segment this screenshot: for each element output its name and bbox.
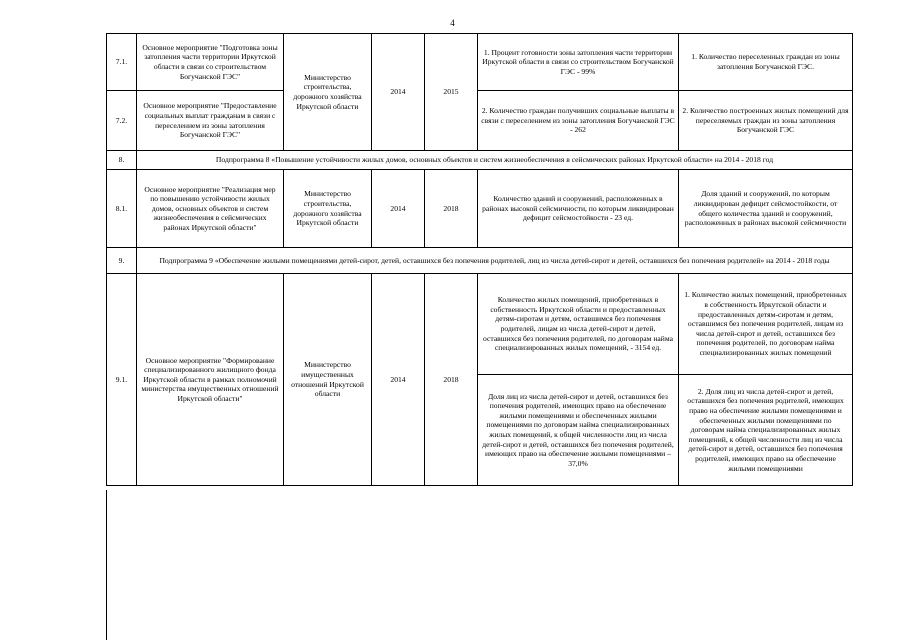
executor-cell: Министерство строительства, дорожного хозяйства Иркутской области (284, 170, 372, 248)
table-row-9-1-a (107, 274, 853, 375)
indicator-cell: 2. Количество построенных жилых помещений для переселяемых граждан из зоны затопления Богучанской ГЭС (679, 91, 853, 151)
result-cell: Количество жилых помещений, приобретенных в собственность Иркутской области и предоставленных детям-сиротам и детям, оставшимся без попечения родителей, лицам из числа детей-сирот и детей, оставшихся без попечения родителей, по договорам найма специализированных жилых помещений, - 3154 ед. (478, 274, 679, 375)
result-cell: Количество зданий и сооружений, расположенных в районах высокой сейсмичности, по которым ликвидирован дефицит сейсмостойкости - 23 ед. (478, 170, 679, 248)
result-cell: 2. Количество граждан получивших социальные выплаты в связи с переселением из зоны затопления Богучанской ГЭС - 262 (478, 91, 679, 151)
result-cell: Доля лиц из числа детей-сирот и детей, оставшихся без попечения родителей, имеющих право на обеспечение жилыми помещениями и обеспеченных жилыми помещениями по договорам найма специализированных жилых помещений, к общей численности лиц из числа детей-сирот и детей, оставшихся без попечения родителей, имеющих право на обеспечение жилыми помещениями – 37,0% (478, 375, 679, 486)
indicator-cell: 1. Количество жилых помещений, приобретенных в собственность Иркутской области и предоставленных детям-сиротам и детям, оставшимся без попечения родителей, лицам из числа детей-сирот и детей, оставшихся без попечения родителей, по договорам найма специализированных жилых помещений (679, 274, 853, 375)
row-number: 9.1. (107, 274, 137, 486)
table-row-7-2 (107, 91, 853, 151)
row-number: 7.1. (107, 34, 137, 91)
event-cell: Основное мероприятие "Реализация мер по повышению устойчивости жилых домов, основных объектов и систем жизнеобеспечения в сейсмических районах Иркутской области" (137, 170, 284, 248)
indicator-cell: Доля зданий и сооружений, по которым ликвидирован дефицит сейсмостойкости, от общего количества зданий и сооружений, расположенных в районах высокой сейсмичности (679, 170, 853, 248)
executor-cell: Министерство имущественных отношений Иркутской области (284, 274, 372, 486)
start-year-cell: 2014 (372, 34, 425, 151)
table-row-7-1 (107, 34, 853, 91)
row-number: 8. (107, 151, 137, 170)
executor-cell: Министерство строительства, дорожного хозяйства Иркутской области (284, 34, 372, 151)
start-year-cell: 2014 (372, 170, 425, 248)
subprogram-title: Подпрограмма 8 «Повышение устойчивости жилых домов, основных объектов и систем жизнеобеспечения в сейсмических районах Иркутской области» на 2014 - 2018 год (137, 151, 853, 170)
page-number: 4 (450, 18, 455, 28)
subprogram-title: Подпрограмма 9 «Обеспечение жилыми помещениями детей-сирот, детей, оставшихся без попечения родителей, лиц из числа детей-сирот и детей, оставшихся без попечения родителей» на 2014 - 2018 годы (137, 248, 853, 274)
event-cell: Основное мероприятие "Подготовка зоны затопления части территории Иркутской области в связи со строительством Богучанской ГЭС" (137, 34, 284, 91)
event-cell: Основное мероприятие "Формирование специализированного жилищного фонда Иркутской области в рамках полномочий министерства имущественных отношений Иркутской области" (137, 274, 284, 486)
indicator-cell: 1. Количество переселенных граждан из зоны затопления Богучанской ГЭС. (679, 34, 853, 91)
table-row-8 (107, 151, 853, 170)
row-number: 7.2. (107, 91, 137, 151)
end-year-cell: 2018 (425, 274, 478, 486)
end-year-cell: 2015 (425, 34, 478, 151)
start-year-cell: 2014 (372, 274, 425, 486)
row-number: 8.1. (107, 170, 137, 248)
row-number: 9. (107, 248, 137, 274)
end-year-cell: 2018 (425, 170, 478, 248)
event-cell: Основное мероприятие "Предоставление социальных выплат гражданам в связи с переселением из зоны затопления Богучанской ГЭС" (137, 91, 284, 151)
result-cell: 1. Процент готовности зоны затопления части территории Иркутской области в связи со строительством Богучанской ГЭС - 99% (478, 34, 679, 91)
indicator-cell: 2. Доля лиц из числа детей-сирот и детей, оставшихся без попечения родителей, имеющих право на обеспечение жилыми помещениями и обеспеченных жилыми помещениями по договорам найма специализированных жилых помещений, к общей численности лиц из числа детей-сирот и детей, оставшихся без попечения родителей, имеющих право на обеспечение жилыми помещениями (679, 375, 853, 486)
left-margin-rule (106, 490, 107, 640)
program-table (106, 33, 853, 486)
table-row-9 (107, 248, 853, 274)
table-row-8-1 (107, 170, 853, 248)
